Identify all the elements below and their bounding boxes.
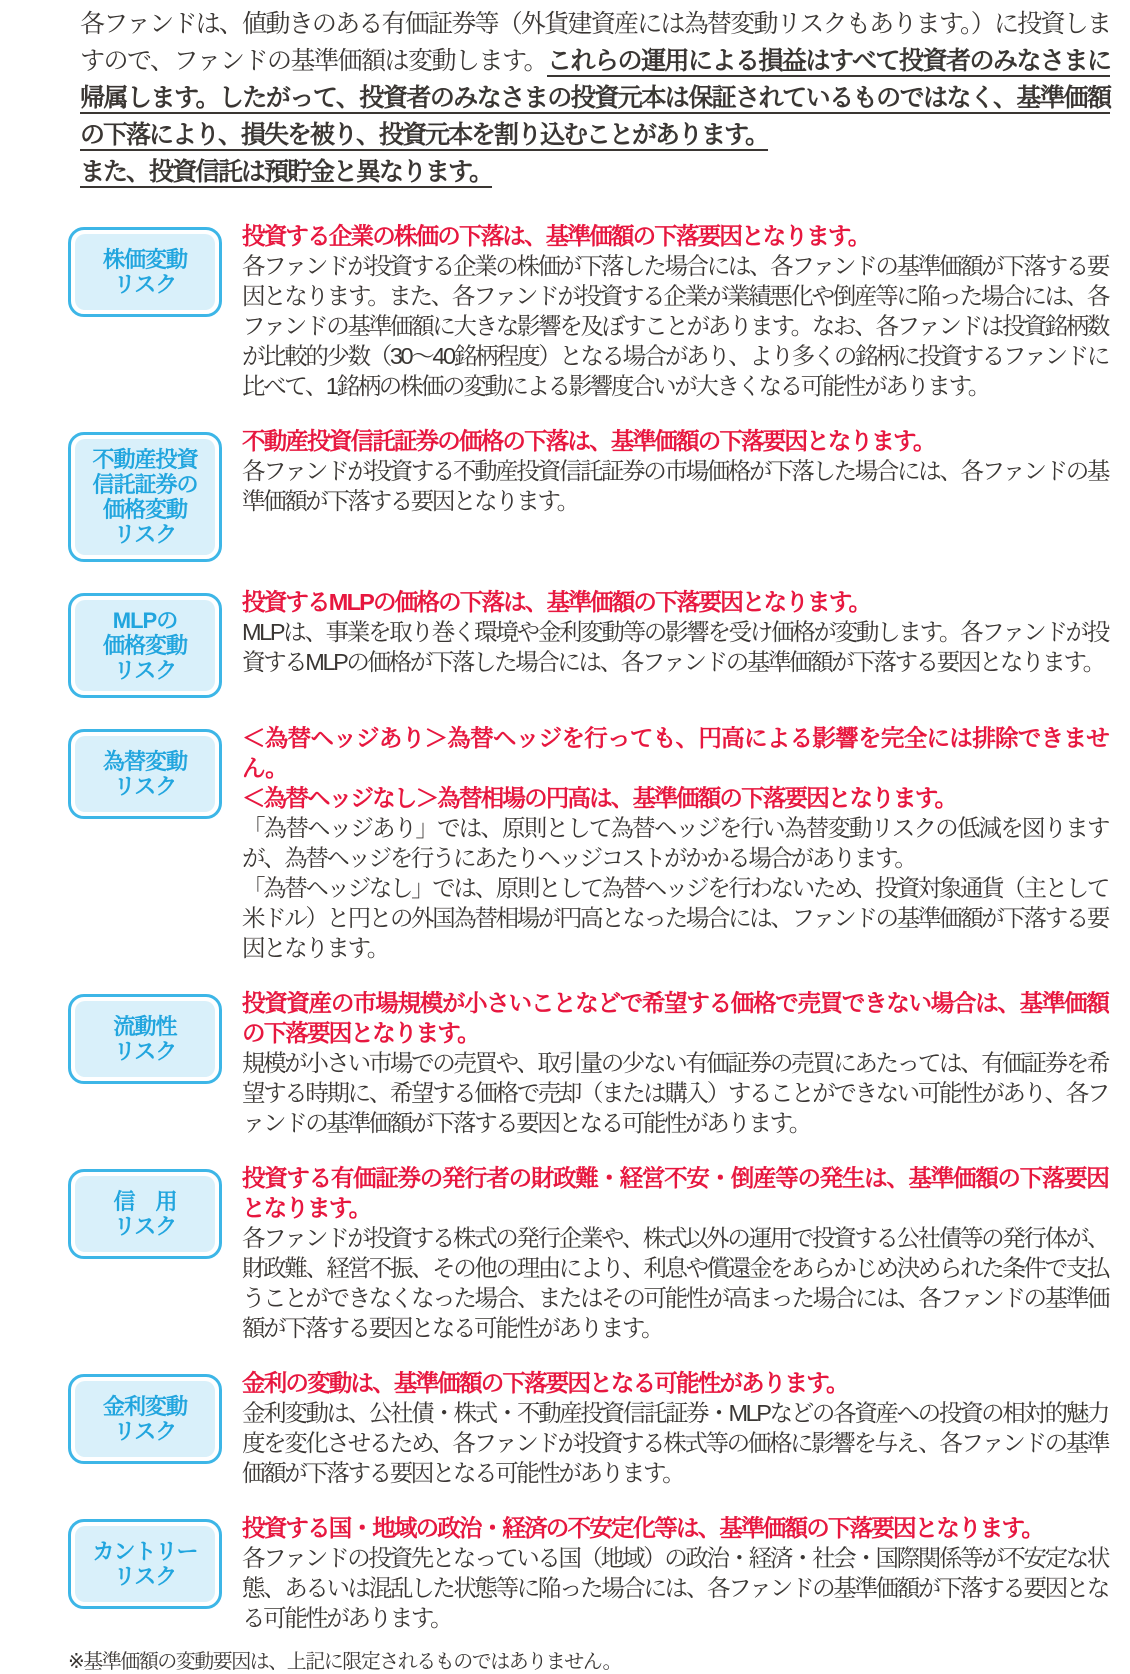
intro-emphasis-line2: また、投資信託は預貯金と異なります。 — [80, 158, 493, 186]
risk-row — [68, 426, 1108, 562]
risk-body-paragraph: 各ファンドが投資する不動産投資信託証券の市場価格が下落した場合には、各ファンドの基準価額が下落する要因となります。 — [242, 458, 1108, 514]
risk-label-text: 金利変動 リスク — [75, 1381, 215, 1457]
risk-heading: ＜為替ヘッジあり＞為替ヘッジを行っても、円高による影響を完全には排除できません。 ＜為替ヘッジなし＞為替相場の円高は、基準価額の下落要因となります。 — [242, 725, 1108, 811]
risk-row — [68, 1368, 1108, 1488]
risk-list — [68, 221, 1108, 1633]
risk-label-box — [68, 1519, 222, 1609]
risk-body-group — [242, 1048, 1108, 1138]
risk-row — [68, 988, 1108, 1138]
risk-content — [242, 221, 1108, 401]
risk-heading: 投資するMLPの価格の下落は、基準価額の下落要因となります。 — [242, 589, 871, 615]
risk-body-group — [242, 1223, 1108, 1343]
risk-body-paragraph: 金利変動は、公社債・株式・不動産投資信託証券・MLPなどの各資産への投資の相対的魅力度を変化させるため、各ファンドが投資する株式等の価格に影響を与え、各ファンドの基準価額が下落する要因となる可能性があります。 — [242, 1400, 1108, 1486]
risk-row — [68, 587, 1108, 698]
risk-label-text: 不動産投資 信託証券の 価格変動 リスク — [75, 439, 215, 555]
risk-heading: 投資する有価証券の発行者の財政難・経営不安・倒産等の発生は、基準価額の下落要因となります。 — [242, 1165, 1108, 1221]
risk-label-text: 信 用 リスク — [75, 1176, 215, 1252]
risk-content — [242, 426, 1108, 516]
risk-heading: 金利の変動は、基準価額の下落要因となる可能性があります。 — [242, 1370, 848, 1396]
risk-row — [68, 1163, 1108, 1343]
risk-body-paragraph: 「為替ヘッジあり」では、原則として為替ヘッジを行い為替変動リスクの低減を図りますが、為替ヘッジを行うにあたりヘッジコストがかかる場合があります。 — [242, 815, 1108, 871]
risk-label-text: 為替変動 リスク — [75, 736, 215, 812]
risk-content — [242, 723, 1108, 963]
intro-emphasis-text: これらの運用による損益はすべて投資者のみなさまに帰属します。したがって、投資者のみなさまの投資元本は保証されているものではなく、基準価額の下落により、損失を被り、投資元本を割り込むことがあります。 — [80, 47, 1110, 149]
risk-label-box — [68, 432, 222, 562]
risk-content — [242, 1368, 1108, 1488]
risk-heading: 投資する国・地域の政治・経済の不安定化等は、基準価額の下落要因となります。 — [242, 1515, 1044, 1541]
risk-label-text: 流動性 リスク — [75, 1001, 215, 1077]
risk-heading: 投資資産の市場規模が小さいことなどで希望する価格で売買できない場合は、基準価額の下落要因となります。 — [242, 990, 1108, 1046]
risk-body-group — [242, 456, 1108, 516]
risk-body-paragraph: MLPは、事業を取り巻く環境や金利変動等の影響を受け価格が変動します。各ファンドが投資するMLPの価格が下落した場合には、各ファンドの基準価額が下落する要因となります。 — [242, 619, 1108, 675]
risk-body-group — [242, 813, 1108, 963]
intro-paragraph — [80, 6, 1110, 191]
risk-label-box — [68, 593, 222, 698]
risk-row — [68, 723, 1108, 963]
risk-label-text: カントリー リスク — [75, 1526, 215, 1602]
risk-body-group — [242, 617, 1108, 677]
risk-label-box — [68, 1169, 222, 1259]
risk-row — [68, 1513, 1108, 1633]
risk-content — [242, 988, 1108, 1138]
risk-label-box — [68, 227, 222, 317]
intro-normal-text: 各ファンドは、値動きのある有価証券等（外貨建資産には為替変動リスクもあります。）に投資しますので、ファンドの基準価額は変動します。 — [80, 10, 1110, 75]
risk-label-text: 株価変動 リスク — [75, 234, 215, 310]
risk-body-paragraph: 各ファンドが投資する株式の発行企業や、株式以外の運用で投資する公社債等の発行体が、財政難、経営不振、その他の理由により、利息や償還金をあらかじめ決められた条件で支払うことができなくなった場合、またはその可能性が高まった場合には、各ファンドの基準価額が下落する要因となる可能性があります。 — [242, 1225, 1108, 1341]
risk-body-paragraph: 規模が小さい市場での売買や、取引量の少ない有価証券の売買にあたっては、有価証券を希望する時期に、希望する価格で売却（または購入）することができない可能性があり、各ファンドの基準価額が下落する要因となる可能性があります。 — [242, 1050, 1108, 1136]
risk-body-paragraph: 各ファンドが投資する企業の株価が下落した場合には、各ファンドの基準価額が下落する要因となります。また、各ファンドが投資する企業が業績悪化や倒産等に陥った場合には、各ファンドの基準価額に大きな影響を及ぼすことがあります。なお、各ファンドは投資銘柄数が比較的少数（30～40銘柄程度）となる場合があり、より多くの銘柄に投資するファンドに比べて、1銘柄の株価の変動による影響度合いが大きくなる可能性があります。 — [242, 253, 1108, 399]
risk-heading: 不動産投資信託証券の価格の下落は、基準価額の下落要因となります。 — [242, 428, 935, 454]
risk-content — [242, 587, 1108, 677]
risk-label-box — [68, 1374, 222, 1464]
risk-label-box — [68, 729, 222, 819]
risk-body-paragraph: 「為替ヘッジなし」では、原則として為替ヘッジを行わないため、投資対象通貨（主として米ドル）と円との外国為替相場が円高となった場合には、ファンドの基準価額が下落する要因となります。 — [242, 875, 1108, 961]
risk-body-group — [242, 1398, 1108, 1488]
risk-body-group — [242, 1543, 1108, 1633]
risk-label-box — [68, 994, 222, 1084]
risk-row — [68, 221, 1108, 401]
risk-label-text: MLPの 価格変動 リスク — [75, 600, 215, 691]
risk-content — [242, 1513, 1108, 1633]
risk-body-group — [242, 251, 1108, 401]
risk-content — [242, 1163, 1108, 1343]
risk-body-paragraph: 各ファンドの投資先となっている国（地域）の政治・経済・社会・国際関係等が不安定な状態、あるいは混乱した状態等に陥った場合には、各ファンドの基準価額が下落する要因となる可能性があります。 — [242, 1545, 1108, 1631]
footnote: ※基準価額の変動要因は、上記に限定されるものではありません。 — [68, 1651, 621, 1673]
risk-heading: 投資する企業の株価の下落は、基準価額の下落要因となります。 — [242, 223, 870, 249]
